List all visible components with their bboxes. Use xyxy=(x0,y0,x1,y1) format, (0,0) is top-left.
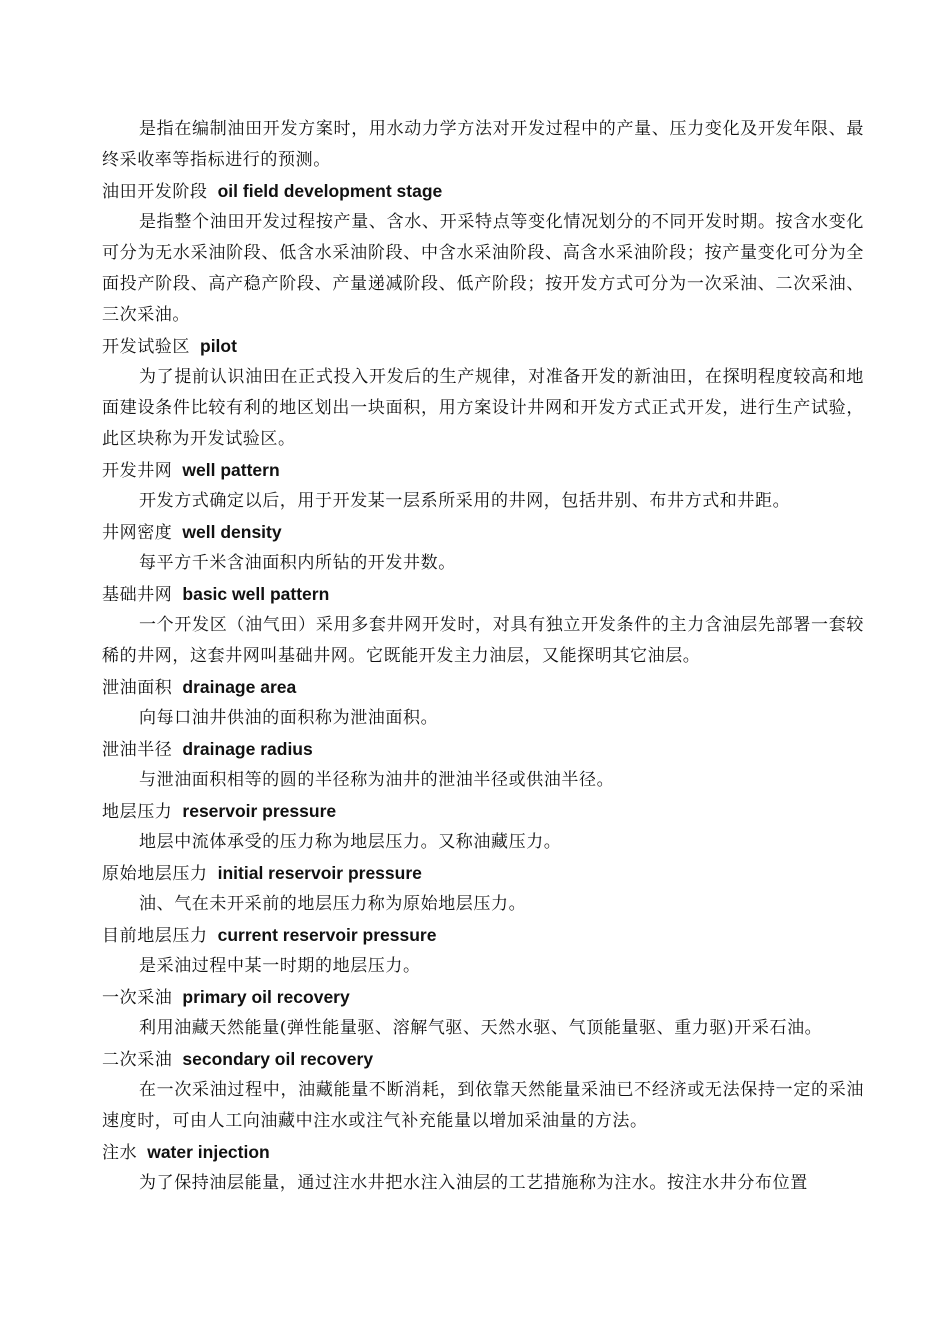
term-heading xyxy=(102,1044,864,1075)
term-english: well pattern xyxy=(182,460,280,480)
term-definition: 在一次采油过程中，油藏能量不断消耗，到依靠天然能量采油已不经济或无法保持一定的采油速度时，可由人工向油藏中注水或注气补充能量以增加采油量的方法。 xyxy=(102,1080,864,1131)
term-definition: 与泄油面积相等的圆的半径称为油井的泄油半径或供油半径。 xyxy=(139,770,615,790)
term-english: initial reservoir pressure xyxy=(217,863,422,883)
term-heading xyxy=(102,331,864,362)
term-definition: 为了保持油层能量，通过注水井把水注入油层的工艺措施称为注水。按注水井分布位置 xyxy=(139,1173,808,1193)
term-heading xyxy=(102,579,864,610)
term-english: water injection xyxy=(147,1142,270,1162)
term-heading xyxy=(102,517,864,548)
term-chinese: 原始地层压力 xyxy=(102,864,208,884)
term-english: primary oil recovery xyxy=(182,987,350,1007)
term-chinese: 泄油半径 xyxy=(102,740,173,760)
term-chinese: 目前地层压力 xyxy=(102,926,208,946)
term-heading xyxy=(102,672,864,703)
term-heading xyxy=(102,982,864,1013)
term-chinese: 井网密度 xyxy=(102,523,173,543)
term-heading xyxy=(102,455,864,486)
term-definition: 为了提前认识油田在正式投入开发后的生产规律，对准备开发的新油田，在探明程度较高和地面建设条件比较有利的地区划出一块面积，用方案设计井网和开发方式正式开发，进行生产试验，此区块称为开发试验区。 xyxy=(102,367,864,449)
term-definition: 开发方式确定以后，用于开发某一层系所采用的井网，包括井别、布井方式和井距。 xyxy=(139,491,791,511)
term-heading xyxy=(102,920,864,951)
term-english: reservoir pressure xyxy=(182,801,337,821)
intro-paragraph: 是指在编制油田开发方案时，用水动力学方法对开发过程中的产量、压力变化及开发年限、最终采收率等指标进行的预测。 xyxy=(102,119,864,170)
term-heading xyxy=(102,1137,864,1168)
term-english: secondary oil recovery xyxy=(182,1049,374,1069)
term-definition: 地层中流体承受的压力称为地层压力。又称油藏压力。 xyxy=(139,832,562,852)
term-definition: 每平方千米含油面积内所钻的开发井数。 xyxy=(139,553,456,573)
term-english: current reservoir pressure xyxy=(217,925,437,945)
term-english: pilot xyxy=(200,336,237,356)
term-english: well density xyxy=(182,522,282,542)
term-chinese: 开发试验区 xyxy=(102,337,190,357)
term-chinese: 泄油面积 xyxy=(102,678,173,698)
term-definition: 向每口油井供油的面积称为泄油面积。 xyxy=(139,708,439,728)
term-chinese: 油田开发阶段 xyxy=(102,182,208,202)
term-definition: 一个开发区（油气田）采用多套井网开发时，对具有独立开发条件的主力含油层先部署一套较稀的井网，这套井网叫基础井网。它既能开发主力油层，又能探明其它油层。 xyxy=(102,615,864,666)
term-definition: 利用油藏天然能量(弹性能量驱、溶解气驱、天然水驱、气顶能量驱、重力驱)开采石油。 xyxy=(139,1018,823,1038)
term-english: basic well pattern xyxy=(182,584,330,604)
term-chinese: 二次采油 xyxy=(102,1050,173,1070)
document-body xyxy=(102,114,864,1199)
term-heading xyxy=(102,796,864,827)
term-heading xyxy=(102,858,864,889)
term-definition: 是采油过程中某一时期的地层压力。 xyxy=(139,956,421,976)
term-chinese: 一次采油 xyxy=(102,988,173,1008)
term-definition: 是指整个油田开发过程按产量、含水、开采特点等变化情况划分的不同开发时期。按含水变化可分为无水采油阶段、低含水采油阶段、中含水采油阶段、高含水采油阶段；按产量变化可分为全面投产阶段、高产稳产阶段、产量递减阶段、低产阶段；按开发方式可分为一次采油、二次采油、三次采油。 xyxy=(102,212,864,325)
term-english: drainage radius xyxy=(182,739,313,759)
term-english: oil field development stage xyxy=(217,181,443,201)
term-chinese: 地层压力 xyxy=(102,802,173,822)
term-chinese: 开发井网 xyxy=(102,461,173,481)
term-chinese: 基础井网 xyxy=(102,585,173,605)
term-chinese: 注水 xyxy=(102,1143,138,1163)
term-heading xyxy=(102,176,864,207)
term-english: drainage area xyxy=(182,677,297,697)
term-heading xyxy=(102,734,864,765)
glossary-entries xyxy=(102,176,864,1199)
term-definition: 油、气在未开采前的地层压力称为原始地层压力。 xyxy=(139,894,527,914)
